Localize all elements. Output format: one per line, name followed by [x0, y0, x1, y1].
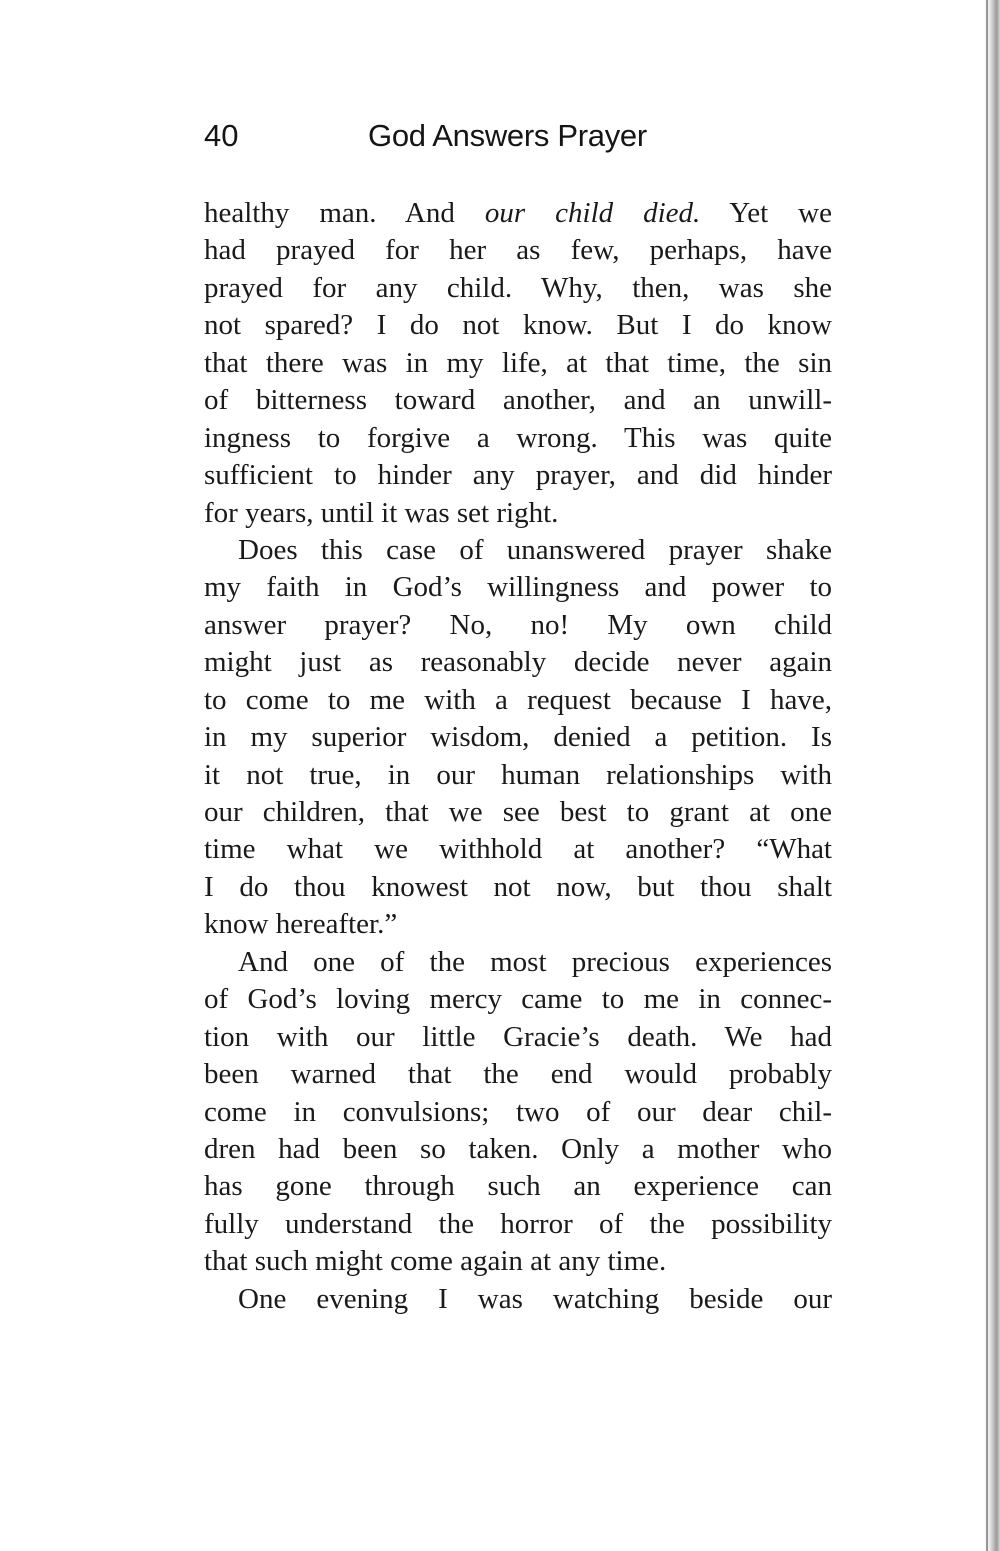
text-line: ingness to forgive a wrong. This was quite	[204, 421, 832, 454]
text-line: that such might come again at any time.	[204, 1245, 667, 1278]
text-line: come in convulsions; two of our dear chil-	[204, 1095, 832, 1128]
emphasis-text: our child died.	[484, 197, 701, 229]
text-line: for years, until it was set right.	[204, 496, 559, 529]
text-line: my faith in God’s willingness and power to	[204, 571, 832, 604]
text-line: has gone through such an experience can	[204, 1170, 832, 1203]
page-number: 40	[204, 118, 239, 153]
text-line: it not true, in our human relationships with	[204, 758, 832, 791]
text-line: time what we withhold at another? “What	[204, 833, 832, 866]
text-line: had prayed for her as few, perhaps, have	[204, 234, 832, 267]
text-line: not spared? I do not know. But I do know	[204, 309, 832, 342]
text-line: fully understand the horror of the possibility	[204, 1207, 832, 1240]
paragraph	[204, 1281, 832, 1318]
paragraph	[204, 944, 832, 1281]
page-edge-line	[986, 0, 988, 1551]
text-line: that there was in my life, at that time, the sin	[204, 346, 832, 379]
text-line: sufficient to hinder any prayer, and did hinder	[204, 459, 832, 492]
text-line: tion with our little Gracie’s death. We had	[204, 1020, 832, 1053]
text-line: been warned that the end would probably	[204, 1058, 832, 1091]
text-line: One evening I was watching beside our	[238, 1282, 832, 1315]
text-line: of God’s loving mercy came to me in connec-	[204, 983, 832, 1016]
running-title: God Answers Prayer	[368, 118, 647, 153]
text-line: dren had been so taken. Only a mother who	[204, 1132, 832, 1165]
text-line: Does this case of unanswered prayer shake	[238, 533, 832, 566]
text-line: of bitterness toward another, and an unwill-	[204, 384, 832, 417]
text-line: might just as reasonably decide never again	[204, 646, 832, 679]
running-head	[204, 118, 844, 168]
paragraph	[204, 532, 832, 944]
text-segment: healthy man. And	[204, 197, 485, 229]
text-line: to come to me with a request because I have,	[204, 683, 832, 716]
text-line: our children, that we see best to grant at one	[204, 796, 832, 828]
text-line: know hereafter.”	[204, 908, 398, 941]
text-line: in my superior wisdom, denied a petition. Is	[204, 721, 832, 754]
paragraph	[204, 195, 832, 532]
text-line: I do thou knowest not now, but thou shalt	[204, 870, 832, 903]
text-line: prayed for any child. Why, then, was she	[204, 271, 832, 304]
text-line: And one of the most precious experiences	[238, 945, 832, 978]
text-line	[204, 195, 832, 232]
body-text	[204, 195, 832, 1318]
text-line: answer prayer? No, no! My own child	[204, 608, 832, 641]
text-segment: Yet we	[700, 197, 832, 229]
